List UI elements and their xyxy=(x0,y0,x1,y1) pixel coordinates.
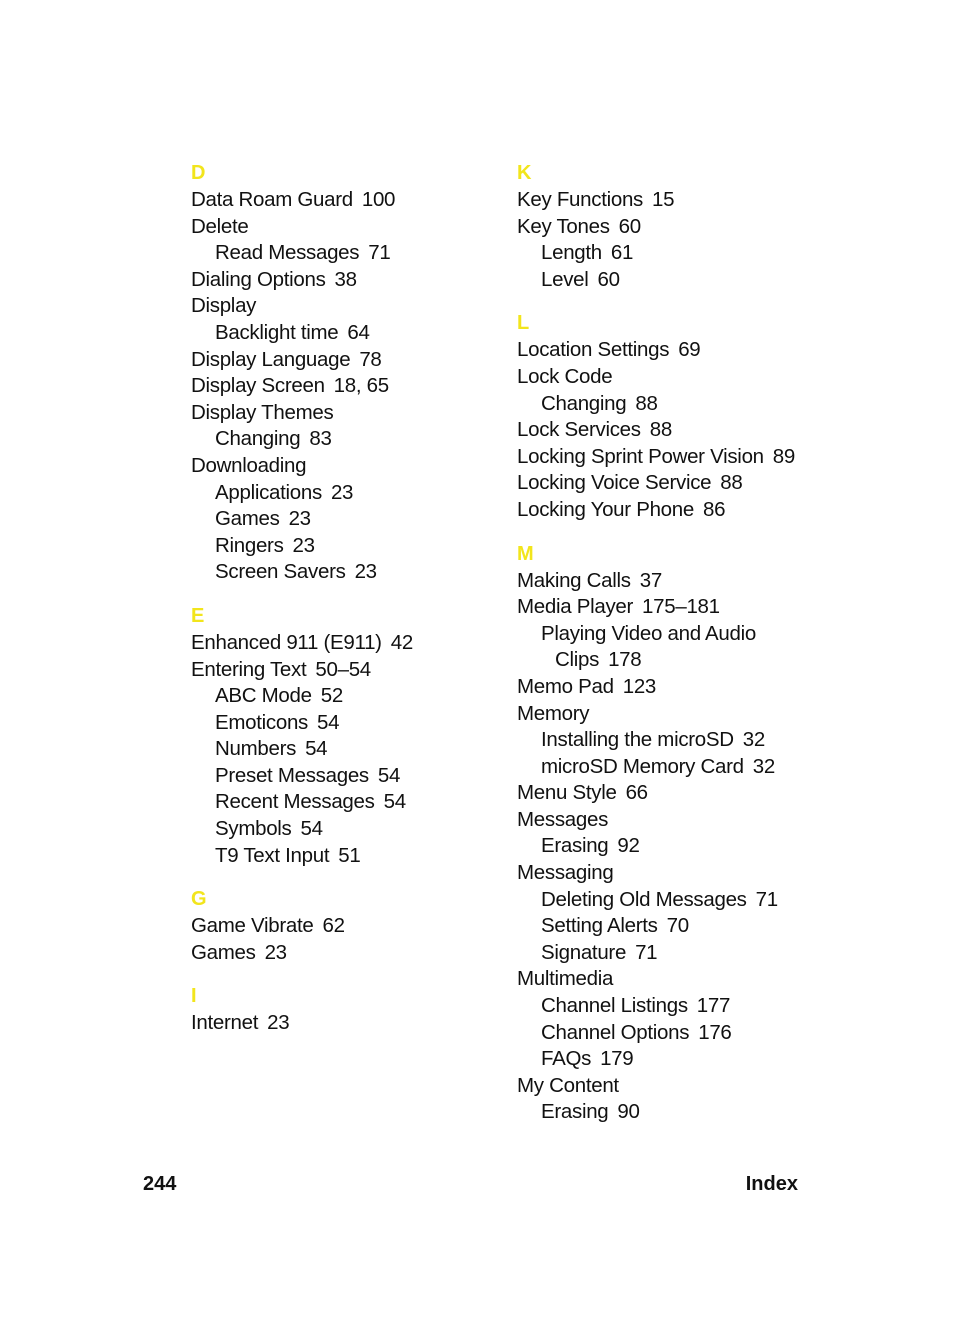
entry-page-ref: 179 xyxy=(600,1047,634,1071)
entry-term: Channel Options xyxy=(541,1020,690,1044)
index-subentry xyxy=(191,763,491,790)
entry-page-ref: 54 xyxy=(300,817,323,841)
index-entry xyxy=(191,293,491,320)
index-subentry xyxy=(191,683,491,710)
index-entry xyxy=(191,187,491,214)
index-subentry xyxy=(517,913,817,940)
entry-term: My Content xyxy=(517,1073,619,1097)
index-entry xyxy=(517,497,817,524)
entry-term: Memo Pad xyxy=(517,674,614,698)
entry-page-ref: 66 xyxy=(625,781,648,805)
index-subentry xyxy=(191,789,491,816)
index-subentry xyxy=(191,559,491,586)
index-subentry xyxy=(517,240,817,267)
entry-term: Lock Services xyxy=(517,418,641,442)
entry-term: Backlight time xyxy=(215,320,339,344)
section-letter: K xyxy=(517,162,532,184)
index-subentry xyxy=(517,1046,817,1073)
entry-term: Numbers xyxy=(215,737,297,761)
entry-term: Deleting Old Messages xyxy=(541,887,747,911)
index-section-g xyxy=(191,885,491,966)
entry-term: Making Calls xyxy=(517,568,631,592)
index-subentry xyxy=(191,240,491,267)
entry-page-ref: 32 xyxy=(742,728,765,752)
entry-page-ref: 23 xyxy=(267,1011,290,1035)
index-entry xyxy=(517,470,817,497)
index-entry xyxy=(517,966,817,993)
entry-term: Media Player xyxy=(517,595,634,619)
entry-page-ref: 54 xyxy=(383,790,406,814)
section-letter: L xyxy=(517,312,530,335)
entry-page-ref: 89 xyxy=(772,444,795,468)
index-entry xyxy=(517,594,817,621)
entry-page-ref: 88 xyxy=(649,418,672,442)
entry-page-ref: 92 xyxy=(617,834,640,858)
entry-term: Games xyxy=(191,940,256,964)
entry-page-ref: 42 xyxy=(390,630,413,654)
index-subentry xyxy=(191,816,491,843)
entry-term: Preset Messages xyxy=(215,763,369,787)
index-entry xyxy=(191,940,491,967)
entry-page-ref: 50–54 xyxy=(315,657,371,681)
section-letter: M xyxy=(517,542,534,565)
entry-page-ref: 18, 65 xyxy=(333,374,389,398)
entry-page-ref: 175–181 xyxy=(642,595,720,619)
index-entry xyxy=(517,807,817,834)
entry-term: Enhanced 911 (E911) xyxy=(191,630,382,654)
index-subentry xyxy=(517,1099,817,1126)
entry-page-ref: 88 xyxy=(720,471,743,495)
index-subentry xyxy=(517,647,817,674)
index-subentry xyxy=(191,710,491,737)
entry-page-ref: 23 xyxy=(354,560,377,584)
entry-term: Display xyxy=(191,294,257,318)
entry-term: Changing xyxy=(215,427,301,451)
entry-term: Setting Alerts xyxy=(541,914,658,938)
index-entry xyxy=(517,417,817,444)
index-entry xyxy=(517,214,817,241)
entry-term: Signature xyxy=(541,940,627,964)
entry-page-ref: 123 xyxy=(622,674,657,698)
entry-term: Entering Text xyxy=(191,657,307,681)
index-subentry xyxy=(517,833,817,860)
index-section-e xyxy=(191,602,491,869)
index-subentry xyxy=(517,267,817,294)
entry-term: Display Screen xyxy=(191,374,325,398)
entry-page-ref: 15 xyxy=(652,188,675,211)
entry-page-ref: 177 xyxy=(696,994,731,1018)
entry-page-ref: 37 xyxy=(639,568,662,592)
entry-term: Ringers xyxy=(215,533,284,557)
index-subentry xyxy=(191,533,491,560)
index-entry xyxy=(517,364,817,391)
index-entry xyxy=(191,1010,491,1037)
entry-term: Channel Listings xyxy=(541,994,688,1018)
index-entry xyxy=(517,1073,817,1100)
index-subentry xyxy=(191,320,491,347)
index-entry xyxy=(191,267,491,294)
index-section-k xyxy=(517,159,817,293)
entry-term: Games xyxy=(215,507,280,531)
entry-page-ref: 70 xyxy=(666,914,689,938)
entry-term: Length xyxy=(541,241,602,265)
index-subentry xyxy=(517,727,817,754)
entry-term: Dialing Options xyxy=(191,267,326,291)
entry-page-ref: 52 xyxy=(320,684,343,708)
index-entry xyxy=(517,187,817,214)
index-section-m xyxy=(517,540,817,1126)
entry-page-ref: 54 xyxy=(317,710,340,734)
index-entry xyxy=(191,657,491,684)
entry-term: Erasing xyxy=(541,834,609,858)
entry-term: Symbols xyxy=(215,817,292,841)
entry-term: Erasing xyxy=(541,1100,609,1124)
entry-term: Locking Sprint Power Vision xyxy=(517,444,764,468)
entry-term: Level xyxy=(541,267,589,291)
index-subentry xyxy=(517,391,817,418)
entry-page-ref: 71 xyxy=(368,241,391,265)
index-entry xyxy=(517,860,817,887)
index-entry xyxy=(191,214,491,241)
index-column-right xyxy=(517,159,817,1142)
entry-page-ref: 23 xyxy=(264,940,287,964)
entry-term: T9 Text Input xyxy=(215,843,330,867)
footer-page-number: 244 xyxy=(143,1173,177,1195)
entry-term: Multimedia xyxy=(517,967,614,991)
index-section-i xyxy=(191,982,491,1037)
entry-term: FAQs xyxy=(541,1047,592,1071)
index-section-l xyxy=(517,309,817,523)
entry-page-ref: 23 xyxy=(288,507,311,531)
index-entry xyxy=(517,444,817,471)
entry-page-ref: 90 xyxy=(617,1100,640,1124)
entry-term: Recent Messages xyxy=(215,790,375,814)
entry-term: Locking Your Phone xyxy=(517,497,694,521)
index-entry xyxy=(191,913,491,940)
entry-term: Clips xyxy=(555,648,600,672)
entry-page-ref: 23 xyxy=(330,480,354,504)
entry-page-ref: 69 xyxy=(678,338,701,362)
entry-term: Internet xyxy=(191,1011,259,1035)
entry-page-ref: 38 xyxy=(334,267,357,291)
entry-page-ref: 62 xyxy=(322,914,345,938)
entry-term: Applications xyxy=(215,480,322,504)
index-subentry xyxy=(517,993,817,1020)
entry-page-ref: 32 xyxy=(752,754,775,778)
entry-term: Display Themes xyxy=(191,400,334,424)
index-subentry xyxy=(191,736,491,763)
entry-page-ref: 51 xyxy=(338,843,361,867)
index-column-left xyxy=(191,159,491,1053)
entry-term: Menu Style xyxy=(517,781,617,805)
entry-term: Playing Video and Audio xyxy=(541,621,756,645)
entry-term: Lock Code xyxy=(517,364,613,388)
entry-term: Key Functions xyxy=(517,188,643,211)
index-subentry xyxy=(191,426,491,453)
entry-page-ref: 178 xyxy=(608,648,642,672)
index-entry xyxy=(517,780,817,807)
entry-term: Screen Savers xyxy=(215,560,346,584)
entry-term: Locking Voice Service xyxy=(517,471,712,495)
index-entry xyxy=(517,568,817,595)
index-subentry xyxy=(191,506,491,533)
entry-page-ref: 86 xyxy=(702,497,726,521)
entry-term: Messaging xyxy=(517,861,614,885)
entry-term: Key Tones xyxy=(517,214,610,238)
index-entry xyxy=(191,453,491,480)
entry-page-ref: 78 xyxy=(359,347,382,371)
index-entry xyxy=(191,347,491,374)
entry-page-ref: 64 xyxy=(347,320,370,344)
index-entry xyxy=(191,630,491,657)
entry-page-ref: 71 xyxy=(635,940,658,964)
entry-term: Emoticons xyxy=(215,710,309,734)
entry-page-ref: 60 xyxy=(618,214,641,238)
section-letter: I xyxy=(191,985,197,1008)
index-entry xyxy=(191,400,491,427)
entry-page-ref: 61 xyxy=(610,241,634,265)
entry-page-ref: 83 xyxy=(309,427,332,451)
entry-term: Installing the microSD xyxy=(541,728,734,752)
entry-page-ref: 54 xyxy=(305,737,328,761)
entry-term: Messages xyxy=(517,807,609,831)
index-subentry xyxy=(517,940,817,967)
entry-term: Downloading xyxy=(191,453,307,477)
entry-page-ref: 88 xyxy=(635,391,658,415)
index-subentry xyxy=(517,1020,817,1047)
index-subentry xyxy=(517,621,817,648)
index-entry xyxy=(517,674,817,701)
entry-page-ref: 60 xyxy=(597,267,620,291)
index-subentry xyxy=(191,843,491,870)
section-letter: G xyxy=(191,888,207,911)
entry-page-ref: 23 xyxy=(292,533,315,557)
entry-term: Delete xyxy=(191,214,249,238)
entry-term: ABC Mode xyxy=(215,684,312,708)
index-subentry xyxy=(517,754,817,781)
entry-term: Display Language xyxy=(191,347,351,371)
entry-term: Memory xyxy=(517,701,590,725)
index-subentry xyxy=(517,887,817,914)
index-entry xyxy=(191,373,491,400)
index-entry xyxy=(517,701,817,728)
entry-term: Read Messages xyxy=(215,241,360,265)
entry-term: Changing xyxy=(541,391,627,415)
section-letter: D xyxy=(191,162,206,184)
entry-page-ref: 100 xyxy=(361,188,396,211)
index-subentry xyxy=(191,480,491,507)
footer-section-title: Index xyxy=(745,1173,798,1195)
entry-term: Game Vibrate xyxy=(191,914,314,938)
entry-term: microSD Memory Card xyxy=(541,754,744,778)
entry-page-ref: 176 xyxy=(698,1020,732,1044)
index-section-d xyxy=(191,159,491,586)
entry-page-ref: 71 xyxy=(755,887,778,911)
entry-page-ref: 54 xyxy=(377,763,401,787)
entry-term: Data Roam Guard xyxy=(191,188,353,211)
section-letter: E xyxy=(191,604,205,627)
index-entry xyxy=(517,337,817,364)
entry-term: Location Settings xyxy=(517,338,670,362)
